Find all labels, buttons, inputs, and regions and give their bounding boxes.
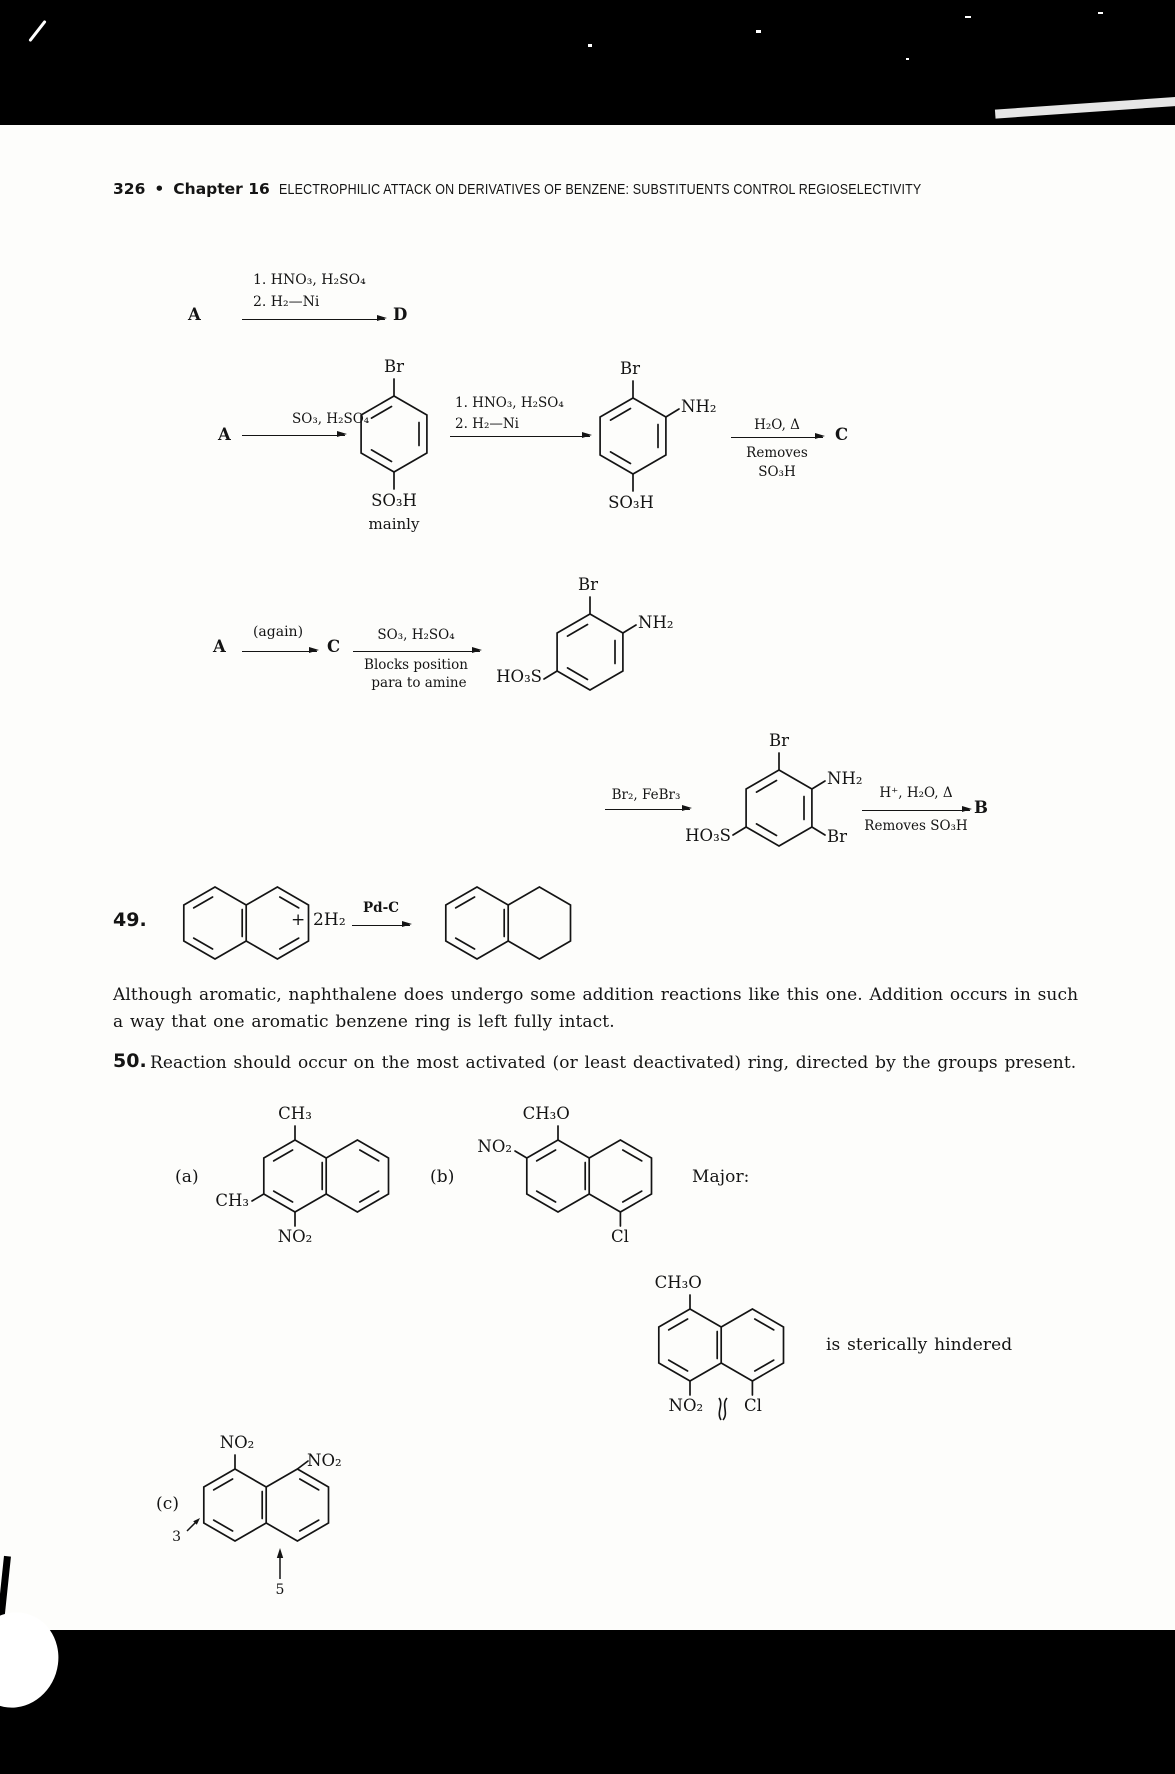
arrow-note-line2: SO₃H	[758, 464, 796, 480]
arrow-conditions: H₂O, Δ	[754, 417, 800, 433]
reaction-arrow	[862, 810, 970, 811]
part-a-label: (a)	[175, 1167, 199, 1187]
substituent-ch3-left: CH₃	[215, 1191, 249, 1210]
substituent-br: Br	[619, 359, 641, 378]
arrow-conditions: Br₂, FeBr₃	[611, 787, 681, 803]
major-label: Major:	[692, 1167, 750, 1187]
scan-border-bottom	[0, 1630, 1175, 1774]
methoxy-nitro-chloro-naphthalene-structure	[506, 1112, 656, 1240]
reaction-arrow	[242, 651, 317, 652]
substituent-nh2: NH₂	[681, 397, 717, 416]
mainly-note: mainly	[368, 515, 420, 533]
reaction-arrow	[731, 437, 823, 438]
benzene-structure-bromo-amino-sulfo	[535, 584, 645, 720]
arrow-note-again: (again)	[252, 624, 304, 640]
scan-artifact	[588, 44, 592, 47]
reaction-arrow	[605, 809, 690, 810]
chapter-label: Chapter 16	[173, 180, 270, 198]
scan-artifact	[995, 96, 1175, 118]
substituent-cl-bottom: Cl	[611, 1227, 629, 1246]
position-3-label: 3	[172, 1529, 181, 1545]
catalyst-label: Pd-C	[363, 900, 399, 916]
position-5-label: 5	[275, 1582, 285, 1598]
plus-sign: +	[291, 910, 306, 930]
arrow-conditions-line2: 2. H₂—Ni	[455, 416, 519, 432]
arrow-conditions: H⁺, H₂O, Δ	[879, 785, 953, 801]
substituent-ho3s: HO₃S	[496, 667, 542, 686]
part-b-label: (b)	[430, 1167, 455, 1187]
scan-artifact	[28, 20, 46, 42]
scan-artifact	[756, 30, 761, 33]
reaction-arrow	[242, 435, 345, 436]
substituent-no2-left: NO₂	[477, 1137, 512, 1156]
arrow-note-line1: Blocks position	[364, 657, 468, 673]
substituent-so3h: SO₃H	[608, 493, 654, 512]
substituent-br-lower: Br	[827, 827, 848, 846]
arrow-conditions: SO₃, H₂SO₄	[292, 411, 370, 427]
substituent-br: Br	[577, 575, 599, 594]
substituent-br: Br	[768, 731, 790, 750]
arrow-conditions-line1: 1. HNO₃, H₂SO₄	[455, 395, 564, 411]
compound-a: A	[218, 425, 231, 444]
scan-artifact	[1098, 12, 1103, 14]
blocked-x-icon	[715, 1396, 731, 1422]
compound-d: D	[393, 305, 408, 324]
problem-number: 50.	[113, 1050, 147, 1072]
dimethyl-nitro-naphthalene-structure	[243, 1112, 393, 1240]
substituent-br: Br	[383, 357, 405, 376]
reaction-arrow	[353, 651, 480, 652]
substituent-ch3o-top: CH₃O	[654, 1273, 702, 1292]
reaction-arrow	[450, 436, 590, 437]
benzene-structure-bromo-amino-sulfo	[578, 368, 688, 504]
reaction-arrow	[242, 319, 385, 320]
arrow-note: Removes SO₃H	[864, 818, 968, 834]
part-c-label: (c)	[156, 1494, 180, 1514]
position-3-arrow	[184, 1514, 204, 1534]
header-bullet: •	[154, 180, 165, 198]
benzene-structure-bromo-sulfo	[339, 366, 449, 502]
reaction-arrow	[352, 925, 410, 926]
substituent-nh2: NH₂	[827, 769, 863, 788]
conditions-line1: 1. HNO₃, H₂SO₄	[253, 272, 366, 288]
substituent-ch3o-top: CH₃O	[522, 1104, 570, 1123]
substituent-ho3s: HO₃S	[685, 826, 731, 845]
scan-border-top	[0, 0, 1175, 125]
substituent-so3h: SO₃H	[371, 491, 417, 510]
compound-a: A	[188, 305, 201, 324]
problem-number: 49.	[113, 909, 147, 931]
compound-c: C	[835, 425, 849, 444]
scan-artifact	[906, 58, 909, 60]
substituent-nh2: NH₂	[638, 613, 674, 632]
problem-statement: Reaction should occur on the most activated (or least deactivated) ring, directed by the groups present.	[150, 1053, 1077, 1073]
tetralin-structure	[425, 859, 575, 987]
substituent-no2-right: NO₂	[307, 1451, 342, 1470]
scan-artifact	[965, 16, 971, 18]
page-number: 326	[113, 180, 146, 198]
substituent-ch3-top: CH₃	[278, 1104, 312, 1123]
chapter-title: ELECTROPHILIC ATTACK ON DERIVATIVES OF BENZENE: SUBSTITUENTS CONTROL REGIOSELECTIVITY	[278, 182, 922, 198]
compound-c: C	[327, 637, 341, 656]
arrow-note-line2: para to amine	[371, 675, 467, 691]
position-5-arrow	[273, 1546, 287, 1580]
arrow-note-line1: Removes	[746, 445, 808, 461]
compound-a: A	[213, 637, 226, 656]
substituent-no2-top: NO₂	[219, 1433, 255, 1452]
substituent-no2-bottom: NO₂	[277, 1227, 313, 1246]
compound-b: B	[974, 798, 988, 817]
page-header	[113, 180, 1026, 198]
substituent-cl-bottom: Cl	[743, 1396, 762, 1415]
substituent-no2-bottom: NO₂	[668, 1396, 704, 1415]
benzene-structure-dibromo-amino-sulfo	[724, 740, 834, 876]
conditions-line2: 2. H₂—Ni	[253, 294, 320, 310]
hindered-naphthalene-structure	[638, 1281, 788, 1409]
note-line2: a way that one aromatic benzene ring is left fully intact.	[113, 1012, 615, 1032]
hydrogen-reagent: 2H₂	[313, 910, 346, 930]
arrow-conditions: SO₃, H₂SO₄	[377, 627, 455, 643]
hindered-caption: is sterically hindered	[826, 1335, 1013, 1355]
note-line1: Although aromatic, naphthalene does undergo some addition reactions like this one. Addition occurs in such	[113, 985, 1079, 1005]
